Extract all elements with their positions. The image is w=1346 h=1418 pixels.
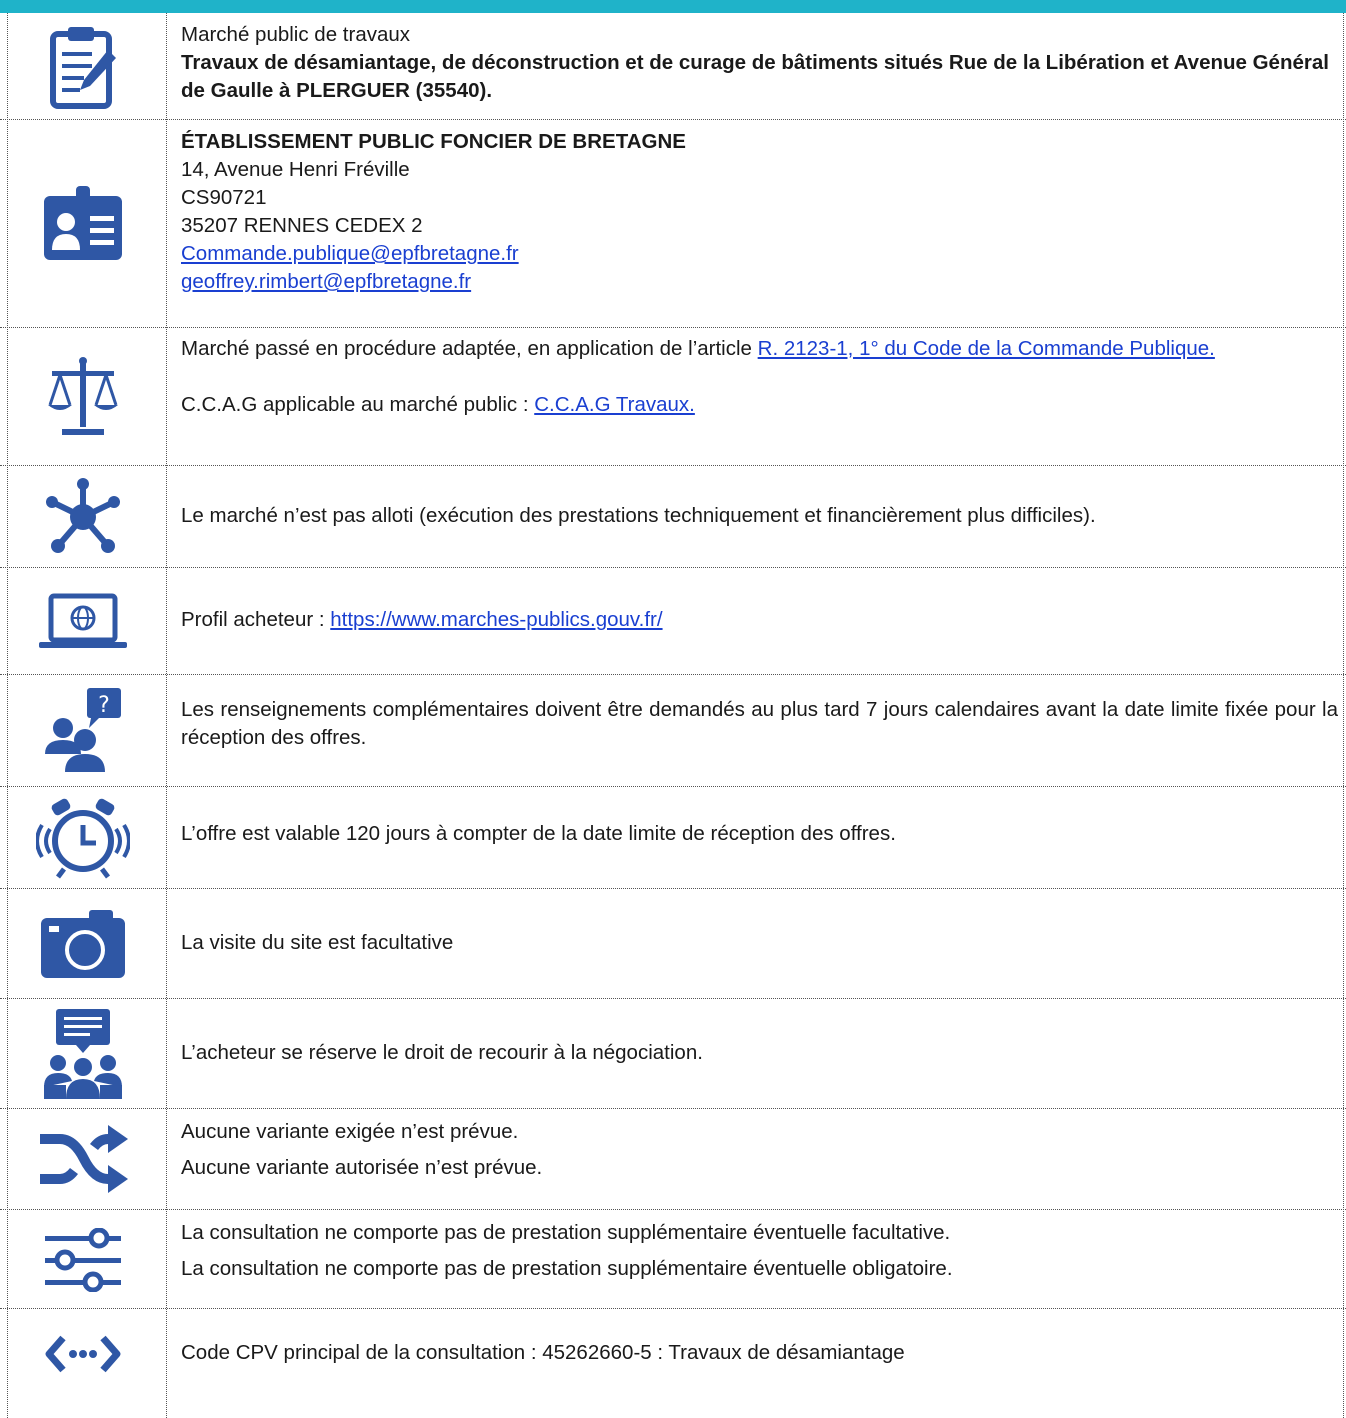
table-row-variants bbox=[0, 1109, 1346, 1210]
table-row-buyer-profile bbox=[0, 568, 1346, 675]
ccag-travaux-link[interactable]: C.C.A.G Travaux. bbox=[534, 393, 695, 416]
address-line-3: 35207 RENNES CEDEX 2 bbox=[181, 214, 423, 237]
table-row-market-title bbox=[0, 13, 1346, 120]
table-row-cpv-code bbox=[0, 1309, 1346, 1418]
table-row-negotiation bbox=[0, 999, 1346, 1109]
alarm-clock-icon bbox=[0, 787, 166, 889]
site-visit-text: La visite du site est facultative bbox=[181, 931, 454, 954]
variant-required-text: Aucune variante exigée n’est prévue. bbox=[181, 1120, 519, 1143]
address-line-1: 14, Avenue Henri Fréville bbox=[181, 158, 410, 181]
table-row-site-visit bbox=[0, 889, 1346, 999]
table-row-offer-validity bbox=[0, 787, 1346, 889]
ccag-text: C.C.A.G applicable au marché public : bbox=[181, 393, 535, 416]
variant-authorized-text: Aucune variante autorisée n’est prévue. bbox=[181, 1156, 543, 1179]
market-title: Travaux de désamiantage, de déconstruction et de curage de bâtiments situés Rue de la Libération et Avenue Général de Gaulle à PLERGUER (35540). bbox=[181, 51, 1329, 102]
cpv-code-text: Code CPV principal de la consultation : 45262660-5 : Travaux de désamiantage bbox=[181, 1341, 905, 1364]
clipboard-edit-icon bbox=[0, 13, 166, 120]
shuffle-icon bbox=[0, 1109, 166, 1210]
network-icon bbox=[0, 466, 166, 568]
negotiation-text: L’acheteur se réserve le droit de recourir à la négociation. bbox=[181, 1041, 703, 1064]
code-dots-icon bbox=[0, 1309, 166, 1399]
table-row-information-requests bbox=[0, 675, 1346, 787]
people-question-icon bbox=[0, 675, 166, 787]
allotment-text: Le marché n’est pas alloti (exécution des prestations techniquement et financièrement plus difficiles). bbox=[181, 504, 1096, 527]
procedure-text: Marché passé en procédure adaptée, en application de l’article bbox=[181, 337, 758, 360]
table-row-procedure bbox=[0, 328, 1346, 466]
scales-icon bbox=[0, 328, 166, 466]
buyer-profile-text: Profil acheteur : bbox=[181, 608, 331, 631]
optional-service-text: La consultation ne comporte pas de prestation supplémentaire éventuelle facultative. bbox=[181, 1221, 951, 1244]
table-row-allotment bbox=[0, 466, 1346, 568]
market-type: Marché public de travaux bbox=[181, 23, 411, 46]
meeting-chat-icon bbox=[0, 999, 166, 1109]
table-row-options bbox=[0, 1210, 1346, 1309]
svg-text:?: ? bbox=[98, 693, 110, 718]
accent-header-bar bbox=[0, 0, 1346, 13]
buyer-organization: ÉTABLISSEMENT PUBLIC FONCIER DE BRETAGNE bbox=[181, 130, 686, 153]
code-commande-publique-link[interactable]: R. 2123-1, 1° du Code de la Commande Publique. bbox=[757, 337, 1215, 360]
laptop-globe-icon bbox=[0, 568, 166, 675]
information-requests-text: Les renseignements complémentaires doivent être demandés au plus tard 7 jours calendaires avant la date limite fixée pour la réception des offres. bbox=[181, 698, 1338, 749]
procedure-paragraph bbox=[181, 335, 1338, 363]
address-line-2: CS90721 bbox=[181, 186, 267, 209]
table-row-buyer-contact bbox=[0, 120, 1346, 328]
id-badge-icon bbox=[0, 120, 166, 328]
email-link-commande-publique[interactable]: Commande.publique@epfbretagne.fr bbox=[181, 242, 519, 265]
buyer-profile-link[interactable]: https://www.marches-publics.gouv.fr/ bbox=[330, 608, 663, 631]
camera-icon bbox=[0, 889, 166, 999]
offer-validity-text: L’offre est valable 120 jours à compter de la date limite de réception des offres. bbox=[181, 822, 896, 845]
email-link-contact[interactable]: geoffrey.rimbert@epfbretagne.fr bbox=[181, 270, 472, 293]
ccag-paragraph bbox=[181, 391, 1338, 419]
buyer-profile-paragraph bbox=[181, 606, 1338, 634]
mandatory-service-text: La consultation ne comporte pas de prestation supplémentaire éventuelle obligatoire. bbox=[181, 1257, 953, 1280]
sliders-icon bbox=[0, 1210, 166, 1309]
